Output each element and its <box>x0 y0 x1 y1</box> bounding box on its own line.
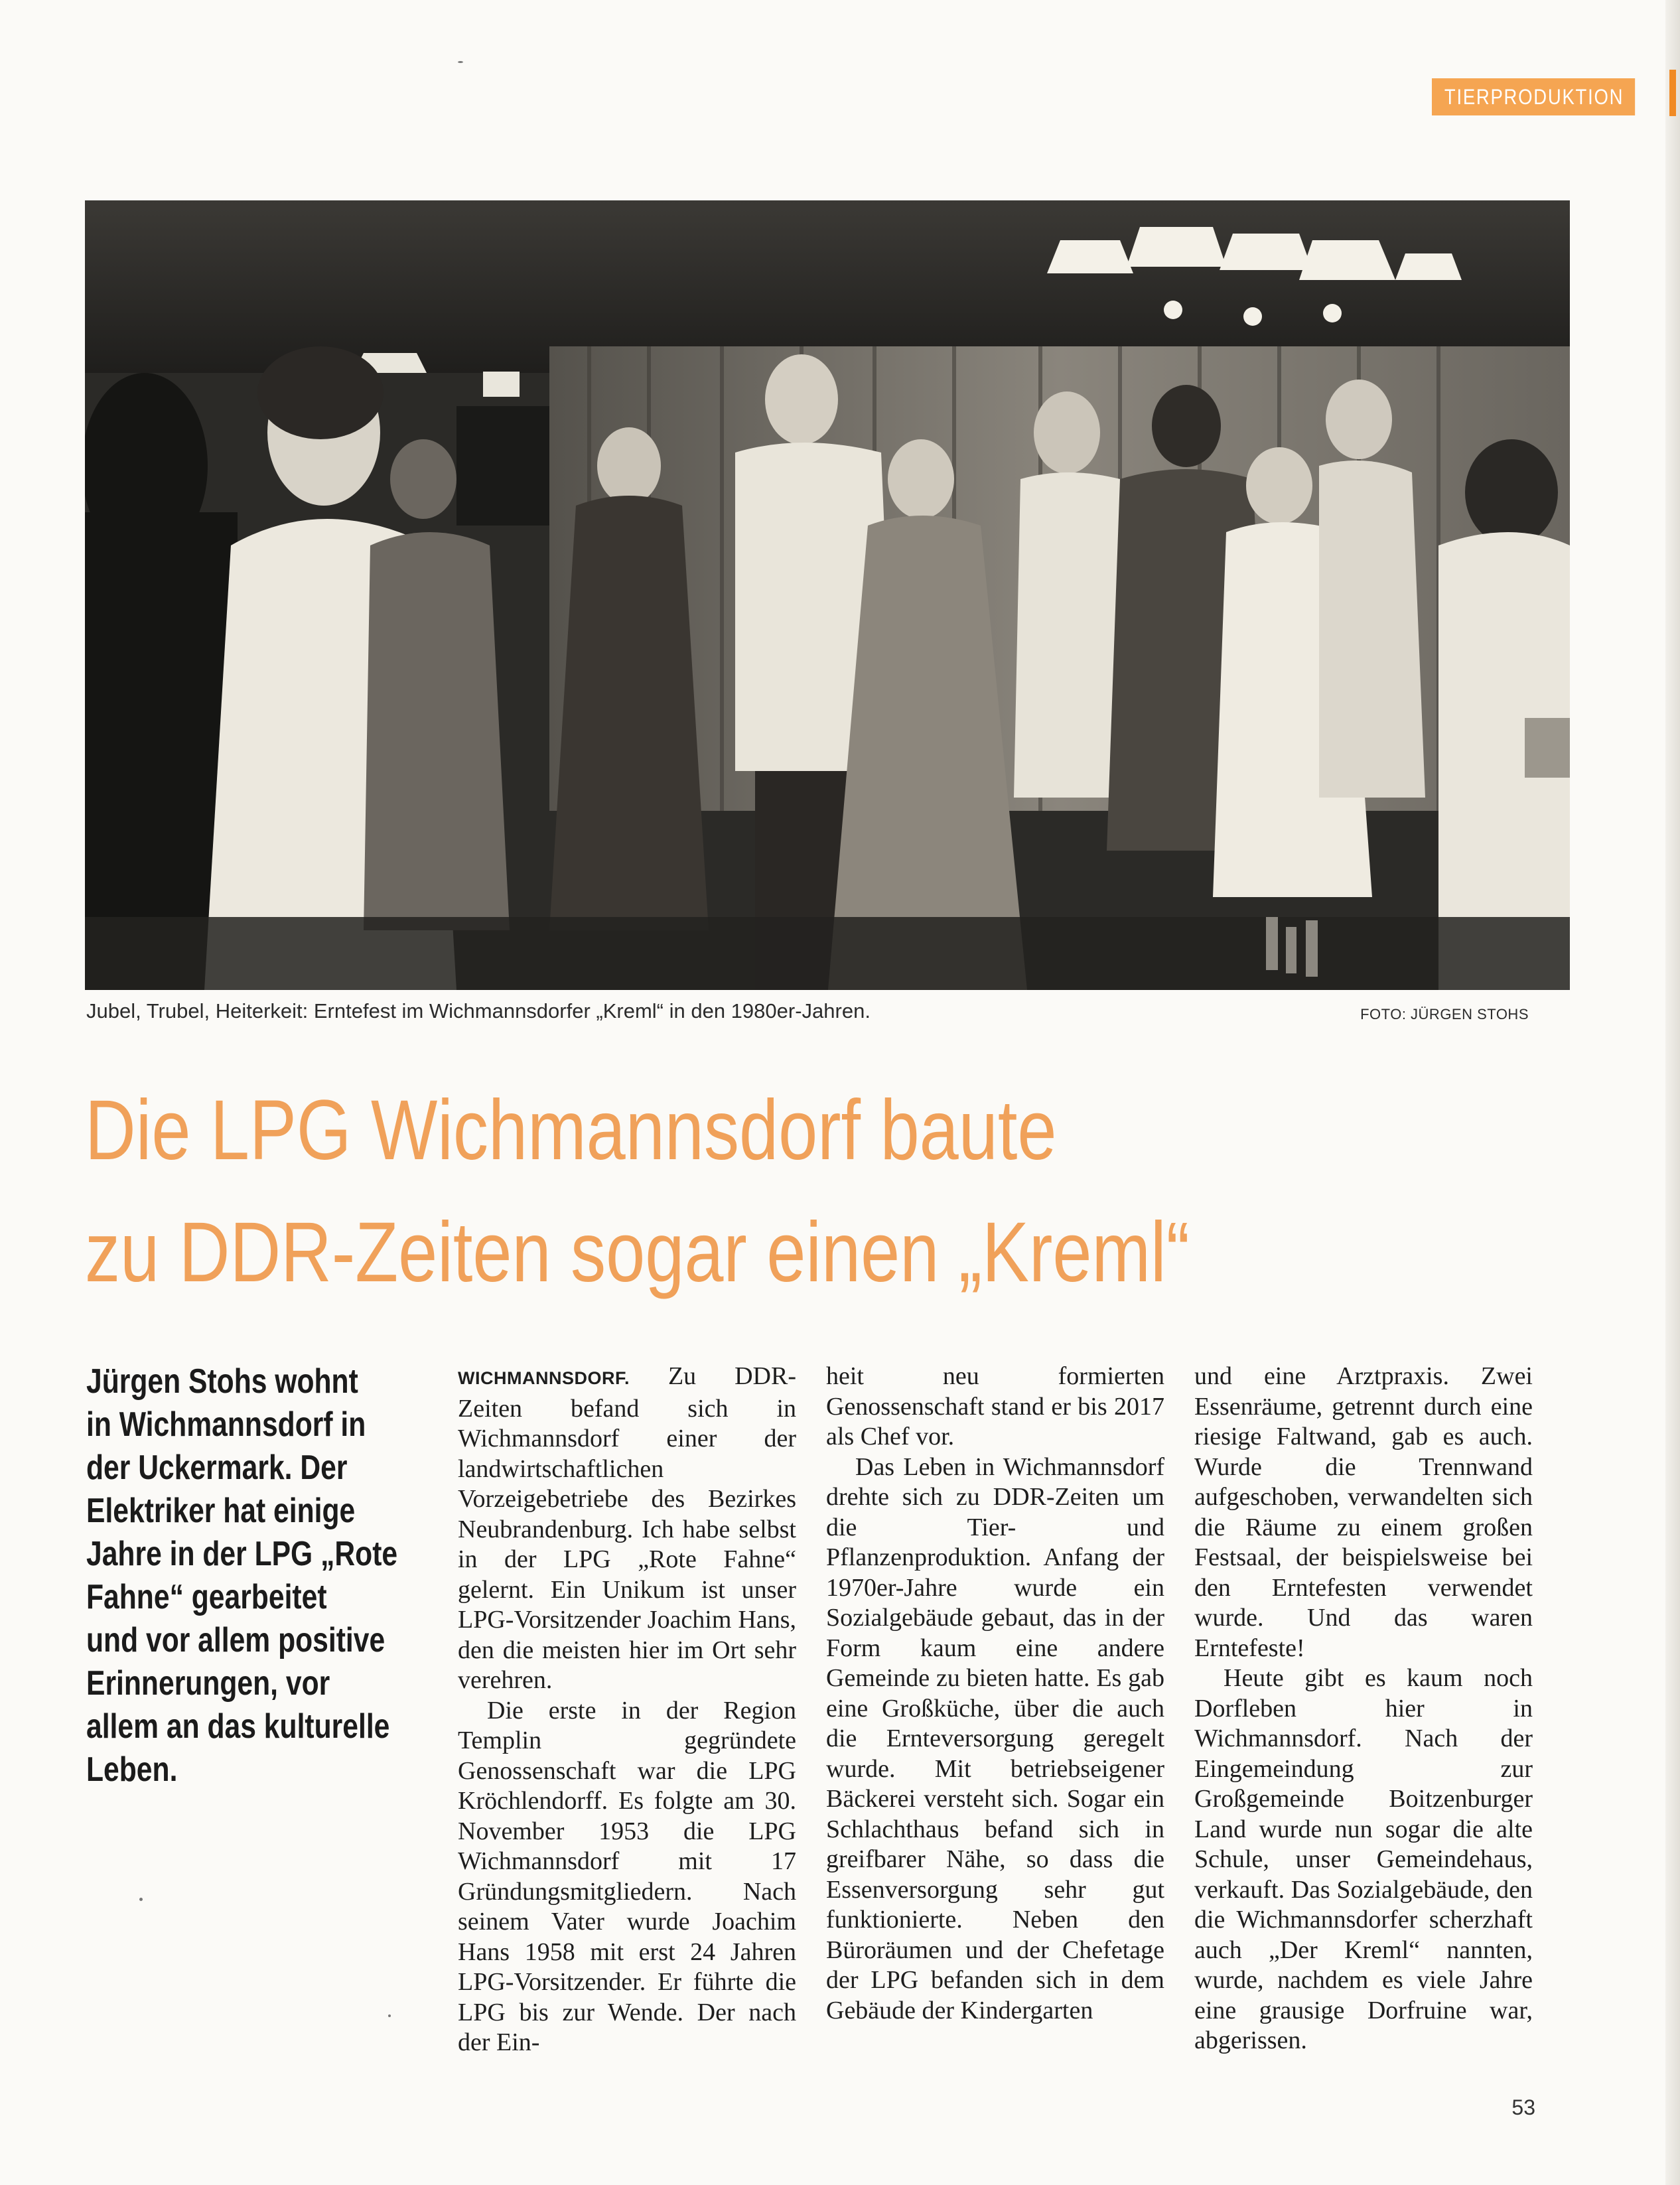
intro-line: Jahre in der LPG „Rote <box>86 1535 398 1573</box>
intro-line: Jürgen Stohs wohnt <box>86 1362 358 1401</box>
section-color-stripe <box>1669 70 1676 116</box>
intro-line: der Uckermark. Der <box>86 1448 348 1487</box>
headline-line-1: Die LPG Wichmannsdorf baute <box>85 1083 1057 1178</box>
paragraph-1 <box>458 1362 796 1696</box>
paragraph-3: Das Leben in Wichmannsdorf drehte sich zu DDR-Zeiten um die Tier- und Pflanzenproduktion. Anfang der 1970er-Jahre wurde ein Sozialgebäude gebaut, das in der Form kaum eine andere Gemeinde zu bieten hatte. Es gab eine Großküche, über die auch die Ernteversorgung geregelt wurde. Mit betriebseigener Bäckerei versteht sich. Sogar ein Schlachthaus befand sich in greifbarer Nähe, so dass die Essenversorgung sehr gut funktionierte. Neben den Büroräumen und der Chefetage der LPG befanden sich in dem Gebäude der Kindergarten <box>826 1452 1164 2024</box>
photo-credit: FOTO: JÜRGEN STOHS <box>1360 1006 1529 1022</box>
body-column-3 <box>1194 1362 1533 2056</box>
photo-illustration <box>85 200 1570 990</box>
paragraph-2-continued: heit neu formierten Genossenschaft stand er bis 2017 als Chef vor. <box>826 1362 1164 1450</box>
section-tag: TIERPRODUKTION <box>1432 78 1635 115</box>
paragraph-4: Heute gibt es kaum noch Dorfleben hier in Wichmannsdorf. Nach der Eingemeindung zur Großgemeinde Boitzenburger Land wurde nun sogar die alte Schule, unser Gemeindehaus, verkauft. Das Sozialgebäude, den die Wichmannsdorfer scherzhaft auch „Der Kreml“ nannten, wurde, nachdem es viele Jahre eine grausige Dorfruine war, abgerissen. <box>1194 1664 1533 2054</box>
headline <box>85 1070 1330 1314</box>
scan-speck <box>139 1898 143 1901</box>
photo-caption: Jubel, Trubel, Heiterkeit: Erntefest im Wichmannsdorfer „Kreml“ in den 1980er-Jahren. <box>86 999 871 1022</box>
page-number: 53 <box>1511 2095 1535 2119</box>
paragraph-2: Die erste in der Region Templin gegründete Genossenschaft war die LPG Kröchlendorff. Es folgte am 30. November 1953 die LPG Wichmannsdorf mit 17 Gründungsmitgliedern. Nach seinem Vater wurde Joachim Hans 1958 mit erst 24 Jahren LPG-Vorsitzender. Er führte die LPG bis zur Wende. Der nach der Ein- <box>458 1696 796 2056</box>
scan-speck <box>388 2014 391 2017</box>
intro-line: und vor allem positive <box>86 1621 385 1659</box>
body-column-2 <box>826 1362 1164 2026</box>
page-edge <box>1665 0 1680 2185</box>
intro-line: in Wichmannsdorf in <box>86 1405 366 1444</box>
intro-line: Fahne“ gearbeitet <box>86 1578 327 1616</box>
body-column-1 <box>458 1362 796 2058</box>
paragraph-3-continued: und eine Arztpraxis. Zwei Essenräume, getrennt durch eine riesige Faltwand, gab es auch. Wurde die Trennwand aufgeschoben, verwandelten sich die Räume zu einem großen Festsaal, der beispielsweise bei den Erntefesten verwendet wurde. Und das waren Erntefeste! <box>1194 1362 1533 1662</box>
dance-photo <box>85 200 1570 990</box>
scan-speck <box>458 61 463 63</box>
headline-line-2: zu DDR-Zeiten sogar einen „Kreml“ <box>85 1205 1190 1300</box>
intro-line: Elektriker hat einige <box>86 1492 356 1530</box>
paragraph-1-text: Zu DDR-Zeiten befand sich in Wichmannsdorf einer der landwirtschaftlichen Vorzeigebetriebe des Bezirkes Neubrandenburg. Ich habe selbst in der LPG „Rote Fahne“ gelernt. Ein Unikum ist unser LPG-Vorsitzender Joachim Hans, den die meisten hier im Ort sehr verehren. <box>458 1362 796 1694</box>
intro-line: Leben. <box>86 1750 178 1789</box>
intro-teaser <box>86 1360 398 1792</box>
dateline: WICHMANNSDORF. <box>458 1368 630 1388</box>
intro-line: allem an das kulturelle <box>86 1707 390 1746</box>
intro-line: Erinnerungen, vor <box>86 1664 330 1703</box>
